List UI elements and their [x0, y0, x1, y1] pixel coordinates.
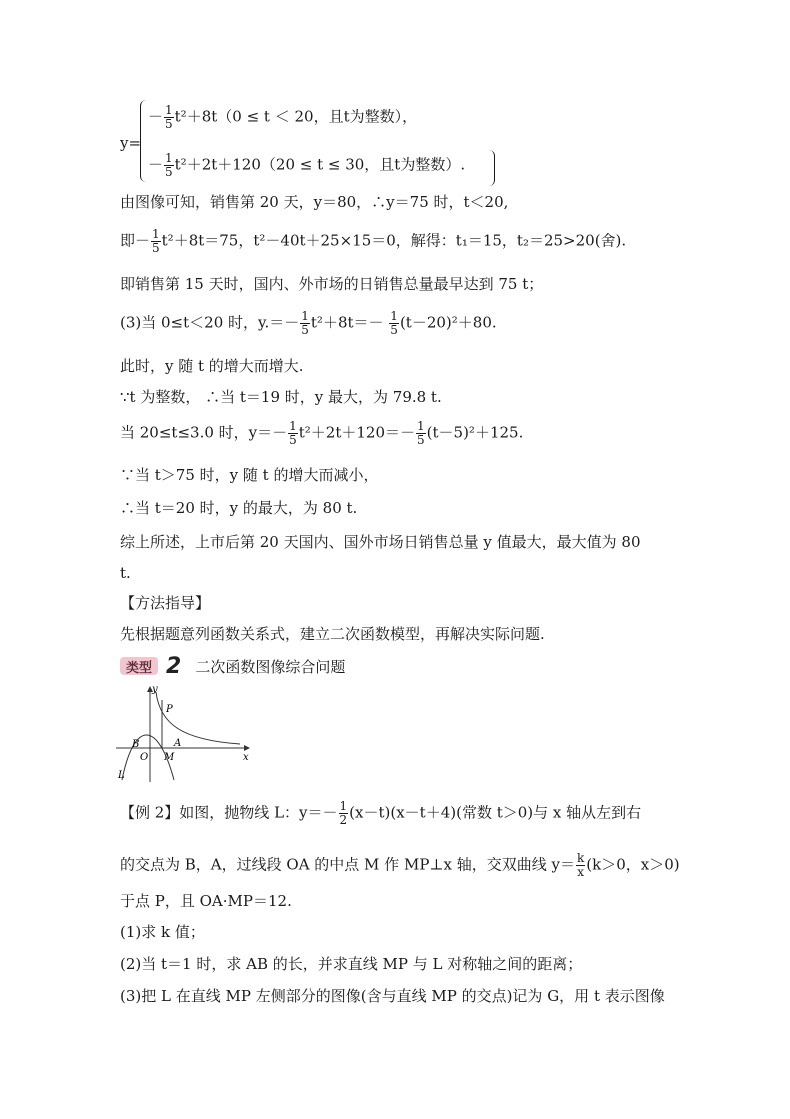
piecewise-row-1: － $\frac{1}{5}$ t²＋8t（0 ≤ t ＜ 20，且t为整数），: [148, 103, 418, 131]
fraction: $\frac{1}{5}$: [390, 309, 398, 337]
section-number: 2: [166, 653, 182, 679]
label-x: x: [243, 752, 249, 763]
example-line-2: 的交点为 B，A，过线段 OA 的中点 M 作 MP⊥x 轴，交双曲线 y＝ $\frac{k}{x}$ (k＞0，x＞0): [120, 851, 680, 879]
section-tag: [120, 655, 345, 677]
fraction: $\frac{1}{5}$: [289, 419, 297, 447]
text-line-5: 此时，y 随 t 的增大而增大.: [120, 357, 304, 375]
left-brace: [140, 100, 147, 182]
example-line-3: 于点 P，且 OA·MP＝12.: [120, 892, 292, 910]
label-o: O: [140, 752, 149, 763]
text-line-10: 综上所述，上市后第 20 天国内、国外市场日销售总量 y 值最大，最大值为 80: [120, 533, 641, 551]
fraction: $\frac{k}{x}$: [576, 851, 585, 879]
function-graph: [112, 684, 252, 784]
fraction: $\frac{1}{5}$: [165, 103, 173, 131]
section-badge: 类型: [120, 657, 158, 675]
section-title: 二次函数图像综合问题: [195, 657, 346, 676]
method-heading: 【方法指导】: [120, 594, 211, 612]
label-b: B: [132, 739, 140, 750]
text-line-2: 即－ $\frac{1}{5}$ t²＋8t＝75，t²－40t＋25×15＝0，解得：t₁＝15，t₂＝25>20(舍).: [120, 227, 627, 255]
text-line-4: (3)当 0≤t＜20 时，y.＝－ $\frac{1}{5}$ t²＋8t＝－ $\frac{1}{5}$ (t－20)²＋80.: [120, 309, 497, 337]
text-line-6: ∵t 为整数， ∴当 t＝19 时，y 最大，为 79.8 t.: [120, 388, 442, 406]
text-line-1: 由图像可知，销售第 20 天，y＝80，∴y＝75 时，t＜20,: [120, 193, 509, 211]
hyperbola-curve: [156, 692, 240, 744]
text-line-3: 即销售第 15 天时，国内、外市场的日销售总量最早达到 75 t；: [120, 275, 544, 293]
text-line-11: t.: [120, 564, 131, 582]
example-line-5: (2)当 t＝1 时，求 AB 的长，并求直线 MP 与 L 对称轴之间的距离；: [120, 955, 583, 973]
example-line-6: (3)把 L 在直线 MP 左侧部分的图像(含与直线 MP 的交点)记为 G，用 t 表示图像: [120, 987, 665, 1005]
text-line-9: ∴当 t＝20 时，y 的最大，为 80 t.: [120, 499, 358, 517]
label-l: L: [118, 770, 125, 781]
label-m: M: [164, 752, 175, 763]
label-a: A: [174, 738, 182, 749]
text-line-7: 当 20≤t≤3.0 时，y＝－ $\frac{1}{5}$ t²＋2t＋120＝－ $\frac{1}{5}$ (t－5)²＋125.: [120, 419, 524, 447]
method-text: 先根据题意列函数关系式，建立二次函数模型，再解决实际问题.: [120, 625, 545, 643]
fraction: $\frac{1}{5}$: [165, 151, 173, 179]
text-line-8: ∵当 t＞75 时，y 随 t 的增大而减小，: [120, 466, 379, 484]
label-y: y: [152, 684, 158, 695]
fraction: $\frac{1}{5}$: [417, 419, 425, 447]
right-bracket: [488, 150, 495, 186]
y-equals: y=: [120, 134, 142, 152]
fraction: $\frac{1}{2}$: [339, 799, 348, 827]
piecewise-row-2: － $\frac{1}{5}$ t²＋2t＋120（20 ≤ t ≤ 30，且t为整数）.: [148, 151, 466, 179]
example-line-1: 【例 2】如图，抛物线 L：y＝－ $\frac{1}{2}$ (x－t)(x－t＋4)(常数 t＞0)与 x 轴从左到右: [120, 799, 642, 827]
label-p: P: [166, 704, 173, 715]
piecewise-y-label: [120, 133, 141, 153]
x-axis-arrow: [244, 745, 250, 751]
example-line-4: (1)求 k 值；: [120, 923, 205, 941]
fraction: $\frac{1}{5}$: [152, 227, 160, 255]
fraction: $\frac{1}{5}$: [301, 309, 309, 337]
